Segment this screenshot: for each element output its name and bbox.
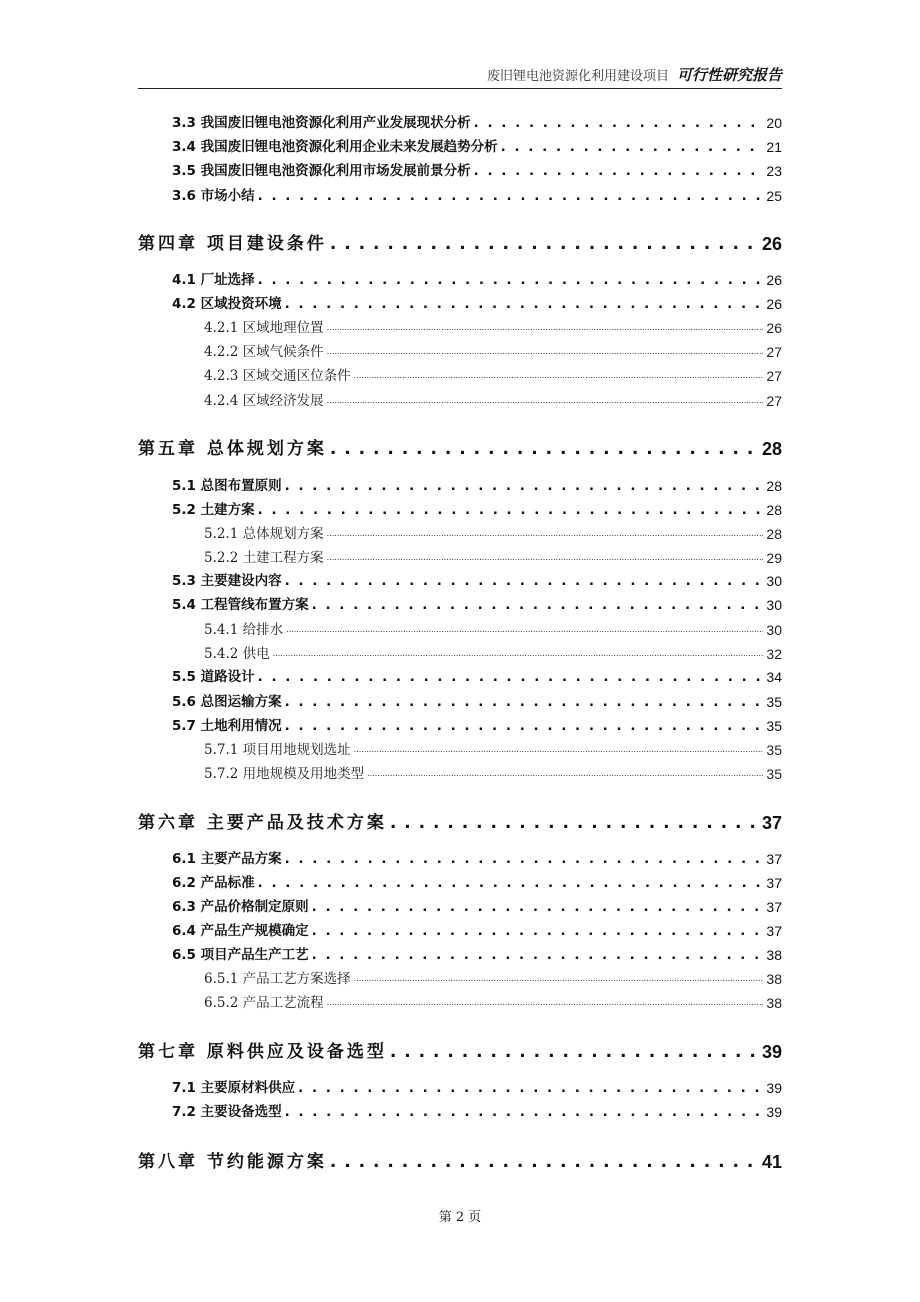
toc-leader-dots	[390, 1040, 759, 1064]
toc-entry-page: 26	[766, 296, 782, 312]
toc-leader-dots	[312, 921, 764, 941]
toc-entry-page: 20	[766, 115, 782, 131]
toc-entry-title: 4.2.3 区域交通区位条件	[204, 368, 351, 384]
toc-leader-dots	[312, 897, 764, 917]
toc-section[interactable]	[138, 945, 782, 965]
toc-section[interactable]	[138, 692, 782, 712]
toc-entry-title: 3.3 我国废旧锂电池资源化利用产业发展现状分析	[172, 115, 471, 131]
toc-entry-page: 39	[766, 1104, 782, 1120]
toc-entry-title: 4.2.4 区域经济发展	[204, 393, 324, 409]
toc-leader-dots	[327, 548, 764, 568]
page-number: 第 2 页	[438, 1210, 482, 1225]
toc-entry-page: 37	[766, 875, 782, 891]
toc-entry-page: 38	[766, 971, 782, 987]
toc-entry-page: 38	[766, 947, 782, 963]
toc-entry-page: 37	[766, 923, 782, 939]
toc-entry-title: 5.4.2 供电	[204, 646, 270, 662]
toc-entry-title: 6.1 主要产品方案	[172, 851, 282, 867]
toc-leader-dots	[327, 342, 764, 362]
toc-section[interactable]	[138, 113, 782, 133]
toc-subsection[interactable]	[138, 366, 782, 386]
toc-entry-page: 21	[766, 139, 782, 155]
toc-entry-page: 41	[761, 1152, 782, 1172]
toc-entry-page: 28	[766, 526, 782, 542]
toc-entry-title: 7.2 主要设备选型	[172, 1104, 282, 1120]
toc-entry-title: 3.5 我国废旧锂电池资源化利用市场发展前景分析	[172, 163, 471, 179]
toc-entry-title: 5.7.2 用地规模及用地类型	[204, 766, 365, 782]
toc-entry-page: 32	[766, 646, 782, 662]
toc-entry-title: 6.5.1 产品工艺方案选择	[204, 971, 351, 987]
toc-entry-page: 37	[761, 813, 782, 833]
toc-entry-title: 5.7 土地利用情况	[172, 718, 282, 734]
toc-leader-dots	[354, 366, 764, 386]
toc-entry-page: 26	[766, 320, 782, 336]
toc-entry-title: 4.2 区域投资环境	[172, 296, 282, 312]
toc-entry-title: 5.1 总图布置原则	[172, 478, 282, 494]
toc-entry-page: 26	[761, 234, 782, 254]
toc-leader-dots	[273, 644, 764, 664]
toc-entry-page: 35	[766, 742, 782, 758]
toc-entry-title: 4.2.2 区域气候条件	[204, 344, 324, 360]
toc-leader-dots	[330, 437, 759, 461]
toc-leader-dots	[285, 716, 764, 736]
toc-subsection[interactable]	[138, 644, 782, 664]
toc-section[interactable]	[138, 137, 782, 157]
toc-section[interactable]	[138, 476, 782, 496]
toc-section[interactable]	[138, 716, 782, 736]
toc-leader-dots	[367, 764, 763, 784]
toc-entry-title: 第八章 节约能源方案	[138, 1152, 327, 1172]
toc-leader-dots	[474, 113, 764, 133]
toc-entry-title: 第五章 总体规划方案	[138, 439, 327, 459]
toc-entry-page: 30	[766, 622, 782, 638]
toc-leader-dots	[327, 391, 764, 411]
toc-section[interactable]	[138, 270, 782, 290]
toc-section[interactable]	[138, 161, 782, 181]
toc-section[interactable]	[138, 921, 782, 941]
toc-leader-dots	[354, 740, 764, 760]
toc-leader-dots	[327, 993, 764, 1013]
page-header	[138, 62, 782, 89]
toc-entry-page: 23	[766, 163, 782, 179]
toc-entry-page: 28	[766, 502, 782, 518]
toc-section[interactable]	[138, 186, 782, 206]
toc-subsection[interactable]	[138, 318, 782, 338]
toc-subsection[interactable]	[138, 969, 782, 989]
toc-leader-dots	[258, 500, 764, 520]
toc-leader-dots	[285, 294, 764, 314]
toc-subsection[interactable]	[138, 764, 782, 784]
toc-entry-page: 35	[766, 718, 782, 734]
toc-subsection[interactable]	[138, 342, 782, 362]
toc-leader-dots	[312, 595, 764, 615]
toc-entry-title: 6.3 产品价格制定原则	[172, 899, 309, 915]
toc-section[interactable]	[138, 595, 782, 615]
toc-entry-title: 4.2.1 区域地理位置	[204, 320, 324, 336]
toc-leader-dots	[330, 232, 759, 256]
toc-entry-title: 第七章 原料供应及设备选型	[138, 1042, 387, 1062]
toc-entry-title: 5.2 土建方案	[172, 502, 255, 518]
toc-leader-dots	[354, 969, 764, 989]
toc-entry-title: 5.7.1 项目用地规划选址	[204, 742, 351, 758]
toc-entry-page: 28	[761, 439, 782, 459]
toc-entry-title: 6.5 项目产品生产工艺	[172, 947, 309, 963]
toc-subsection[interactable]	[138, 391, 782, 411]
toc-leader-dots	[474, 161, 764, 181]
toc-entry-title: 5.4 工程管线布置方案	[172, 597, 309, 613]
toc-leader-dots	[285, 476, 764, 496]
toc-leader-dots	[258, 186, 764, 206]
toc-entry-page: 39	[766, 1080, 782, 1096]
toc-leader-dots	[286, 620, 763, 640]
toc-entry-page: 35	[766, 766, 782, 782]
toc-entry-title: 3.6 市场小结	[172, 188, 255, 204]
toc-chapter[interactable]	[138, 437, 782, 461]
toc-leader-dots	[285, 849, 764, 869]
toc-chapter[interactable]	[138, 811, 782, 835]
toc-entry-title: 5.2.1 总体规划方案	[204, 526, 324, 542]
toc-subsection[interactable]	[138, 620, 782, 640]
toc-entry-title: 5.6 总图运输方案	[172, 694, 282, 710]
toc-chapter[interactable]	[138, 1150, 782, 1174]
toc-entry-title: 6.4 产品生产规模确定	[172, 923, 309, 939]
toc-entry-page: 27	[766, 393, 782, 409]
toc-leader-dots	[285, 692, 764, 712]
toc-subsection[interactable]	[138, 524, 782, 544]
toc-section[interactable]	[138, 897, 782, 917]
toc-entry-page: 38	[766, 995, 782, 1011]
toc-entry-title: 第六章 主要产品及技术方案	[138, 813, 387, 833]
toc-section[interactable]	[138, 500, 782, 520]
toc-entry-title: 4.1 厂址选择	[172, 272, 255, 288]
header-subtitle: 废旧锂电池资源化利用建设项目	[486, 69, 669, 84]
toc-section[interactable]	[138, 873, 782, 893]
toc-leader-dots	[285, 1102, 764, 1122]
toc-leader-dots	[298, 1078, 763, 1098]
toc-subsection[interactable]	[138, 740, 782, 760]
toc-entry-title: 3.4 我国废旧锂电池资源化利用企业未来发展趋势分析	[172, 139, 498, 155]
toc-leader-dots	[327, 318, 764, 338]
toc-leader-dots	[258, 873, 764, 893]
toc-section[interactable]	[138, 1078, 782, 1098]
header-title: 可行性研究报告	[676, 66, 782, 84]
toc-entry-page: 27	[766, 344, 782, 360]
toc-section[interactable]	[138, 849, 782, 869]
toc-subsection[interactable]	[138, 548, 782, 568]
toc-entry-title: 6.2 产品标准	[172, 875, 255, 891]
toc-entry-title: 5.4.1 给排水	[204, 622, 284, 638]
toc-entry-page: 26	[766, 272, 782, 288]
toc-section[interactable]	[138, 1102, 782, 1122]
toc-entry-title: 6.5.2 产品工艺流程	[204, 995, 324, 1011]
toc-entry-page: 25	[766, 188, 782, 204]
toc-leader-dots	[258, 667, 764, 687]
toc-entry-title: 第四章 项目建设条件	[138, 234, 327, 254]
toc-entry-page: 29	[766, 550, 782, 566]
toc-entry-title: 5.2.2 土建工程方案	[204, 550, 324, 566]
toc-leader-dots	[330, 1150, 759, 1174]
toc-entry-title: 7.1 主要原材料供应	[172, 1080, 296, 1096]
toc-entry-page: 34	[766, 669, 782, 685]
toc-chapter[interactable]	[138, 1040, 782, 1064]
toc-leader-dots	[312, 945, 764, 965]
toc-entry-page: 39	[761, 1042, 782, 1062]
toc-leader-dots	[258, 270, 764, 290]
toc-leader-dots	[390, 811, 759, 835]
toc-entry-page: 35	[766, 694, 782, 710]
toc-section[interactable]	[138, 667, 782, 687]
toc-entry-page: 37	[766, 899, 782, 915]
toc-entry-page: 27	[766, 368, 782, 384]
toc-entry-title: 5.5 道路设计	[172, 669, 255, 685]
toc-entry-page: 30	[766, 597, 782, 613]
toc-entry-page: 30	[766, 573, 782, 589]
toc-leader-dots	[501, 137, 764, 157]
toc-entry-page: 28	[766, 478, 782, 494]
toc-leader-dots	[285, 571, 764, 591]
toc-entry-title: 5.3 主要建设内容	[172, 573, 282, 589]
toc-section[interactable]	[138, 571, 782, 591]
toc-chapter[interactable]	[138, 232, 782, 256]
toc-leader-dots	[327, 524, 764, 544]
toc-subsection[interactable]	[138, 993, 782, 1013]
toc-section[interactable]	[138, 294, 782, 314]
toc-entry-page: 37	[766, 851, 782, 867]
